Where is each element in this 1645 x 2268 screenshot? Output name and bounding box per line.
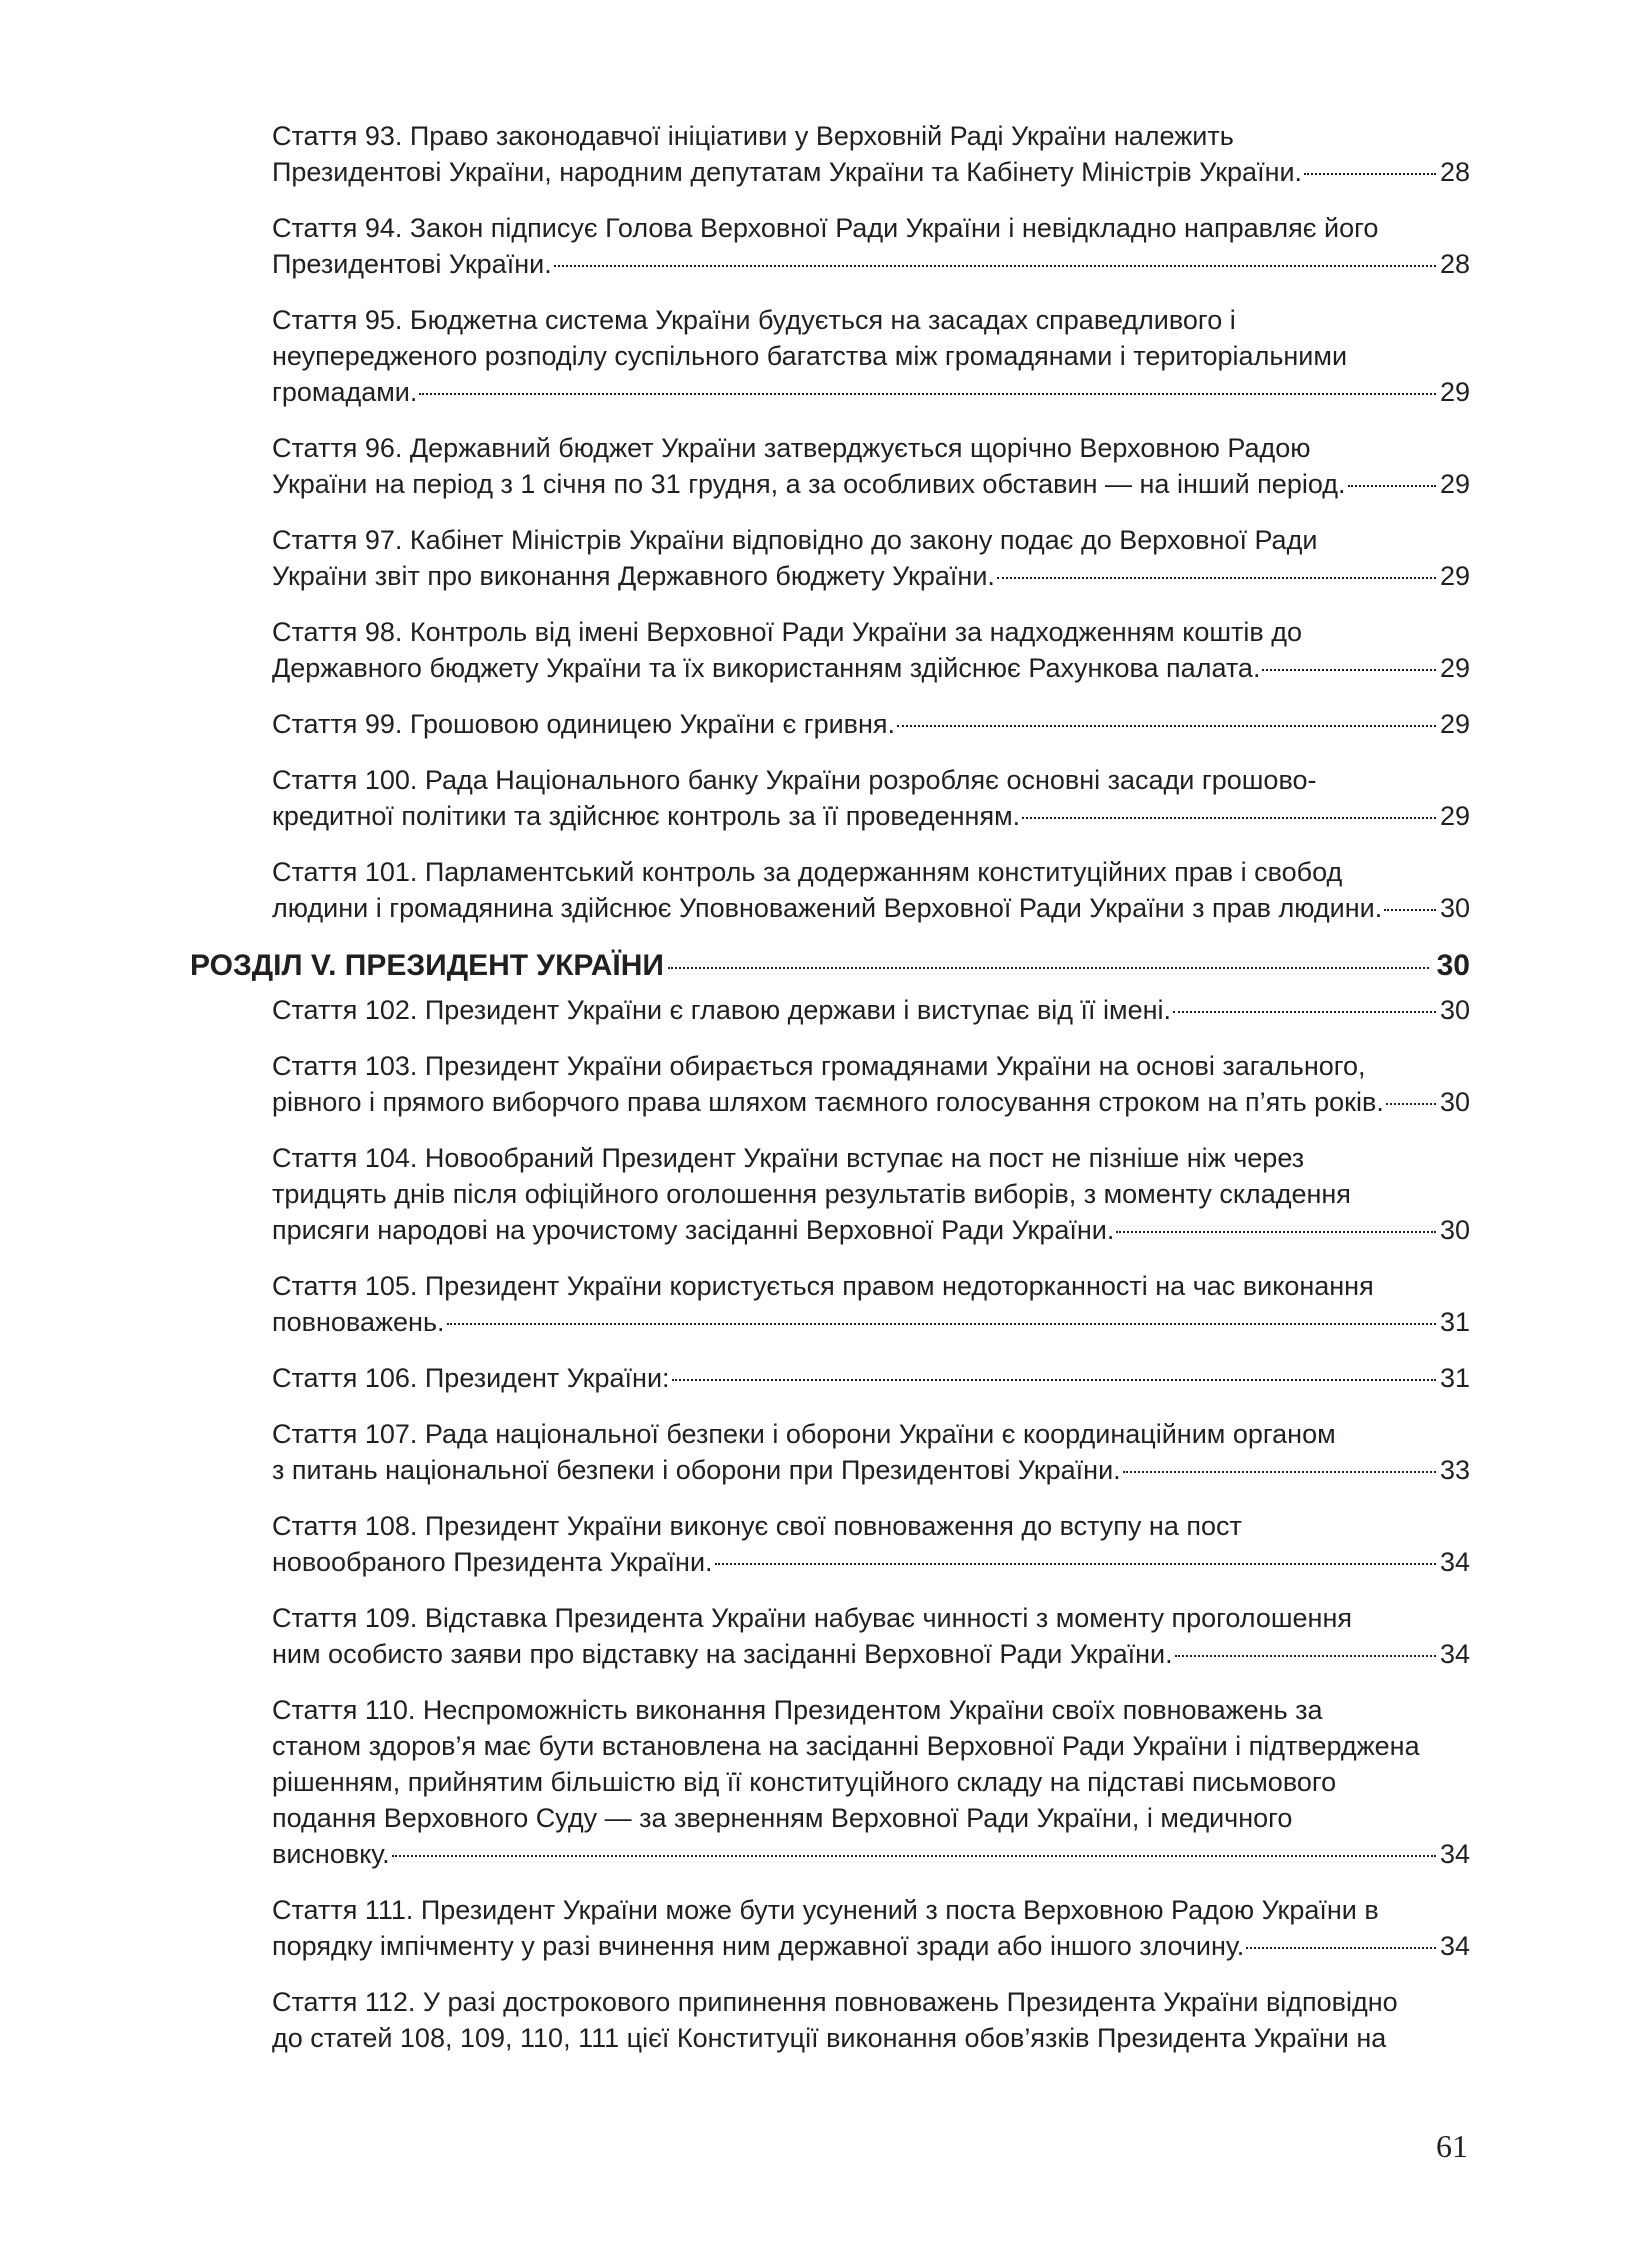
toc-entry-page-number: 29: [1439, 801, 1470, 831]
dot-leader: [1116, 1231, 1436, 1233]
dot-leader: [392, 1855, 1436, 1857]
toc-entry[interactable]: [272, 992, 1470, 1028]
toc-entry[interactable]: [272, 522, 1470, 594]
toc-entry-text: Стаття 93. Право законодавчої ініціативи у Верховній Раді України належить: [272, 121, 1234, 151]
toc-entry-text: Стаття 103. Президент України обирається громадянами України на основі загального,: [272, 1051, 1366, 1081]
toc-entry-page-number: 31: [1439, 1363, 1470, 1393]
toc-entry-page-number: 29: [1439, 653, 1470, 683]
toc-entry-last-line: [272, 992, 1470, 1028]
toc-entry-last-line: [272, 1544, 1470, 1580]
toc-entry-last-line: [272, 1360, 1470, 1396]
toc-entry-page-number: 30: [1439, 1087, 1470, 1117]
toc-entry[interactable]: [272, 1048, 1470, 1120]
dot-leader: [668, 967, 1429, 969]
dot-leader: [447, 1323, 1436, 1325]
dot-leader: [1304, 173, 1436, 175]
toc-entry-text: Стаття 95. Бюджетна система України будується на засадах справедливого і неупередженого розподілу суспільного багатства між громадянами і територіальними: [272, 305, 1348, 371]
toc-entry-text-end: Президентові України, народним депутатам України та Кабінету Міністрів України.: [272, 157, 1303, 187]
toc-entry-page-number: 34: [1439, 1547, 1470, 1577]
toc-entry-page-number: 30: [1439, 893, 1470, 923]
toc-entry[interactable]: [272, 1140, 1470, 1248]
toc-entry-page-number: 30: [1439, 995, 1470, 1025]
toc-entry[interactable]: [272, 1268, 1470, 1340]
toc-entry-text-end: Президентові України.: [272, 249, 552, 279]
dot-leader: [997, 577, 1436, 579]
toc-entry[interactable]: [272, 1600, 1470, 1672]
dot-leader: [1022, 817, 1436, 819]
dot-leader: [1386, 1103, 1436, 1105]
toc-entry-text: Стаття 105. Президент України користується правом недоторканності на час виконання: [272, 1271, 1374, 1301]
toc-list-bottom: [0, 992, 1645, 2056]
toc-entry-last-line: [272, 558, 1470, 594]
toc-entry-last-line: [272, 1636, 1470, 1672]
toc-entry-page-number: 30: [1439, 1215, 1470, 1245]
page-number: 61: [1436, 2128, 1468, 2164]
dot-leader: [715, 1563, 1436, 1565]
toc-entry-text-end: повноважень.: [272, 1307, 445, 1337]
toc-entry[interactable]: [272, 1508, 1470, 1580]
toc-entry-last-line: [272, 1304, 1470, 1340]
toc-entry-page-number: 29: [1439, 561, 1470, 591]
toc-entry-last-line: [272, 798, 1470, 834]
toc-entry-page-number: 33: [1439, 1455, 1470, 1485]
dot-leader: [1348, 485, 1436, 487]
toc-entry-last-line: [272, 1212, 1470, 1248]
dot-leader: [554, 265, 1436, 267]
toc-entry-text-end: присяги народові на урочистому засіданні Верховної Ради України.: [272, 1215, 1115, 1245]
toc-entry-page-number: 29: [1439, 469, 1470, 499]
toc-entry-text-end: Стаття 99. Грошовою одиницею України є гривня.: [272, 709, 896, 739]
toc-entry-last-line: [272, 1836, 1470, 1872]
toc-entry-text: Стаття 111. Президент України може бути усунений з поста Верховною Радою України в: [272, 1895, 1379, 1925]
toc-list-top: [0, 118, 1645, 926]
toc-entry-last-line: [272, 890, 1470, 926]
toc-entry-text-end: рівного і прямого виборчого права шляхом таємного голосування строком на п’ять років.: [272, 1087, 1384, 1117]
toc-entry-last-line: [272, 246, 1470, 282]
toc-entry-text: Стаття 107. Рада національної безпеки і оборони України є координаційним органом: [272, 1419, 1336, 1449]
toc-entry[interactable]: [272, 1892, 1470, 1964]
toc-entry-text: Стаття 97. Кабінет Міністрів України відповідно до закону подає до Верховної Ради: [272, 525, 1318, 555]
toc-entry-page-number: 34: [1439, 1639, 1470, 1669]
dot-leader: [1384, 909, 1436, 911]
dot-leader: [1173, 1011, 1436, 1013]
table-of-contents: [0, 118, 1645, 2076]
section-page-number: 30: [1436, 949, 1470, 982]
toc-entry-page-number: 34: [1439, 1839, 1470, 1869]
toc-entry[interactable]: [272, 302, 1470, 410]
toc-entry-last-line: [272, 374, 1470, 410]
toc-entry-last-line: [272, 650, 1470, 686]
toc-entry[interactable]: [272, 210, 1470, 282]
toc-entry-text-end: з питань національної безпеки і оборони при Президентові України.: [272, 1455, 1121, 1485]
toc-entry-page-number: 34: [1439, 1931, 1470, 1961]
toc-entry-text: Стаття 110. Неспроможність виконання Президентом України своїх повноважень за станом здоров’я має бути встановлена на засіданні Верховної Ради України і підтверджена рішенням, прийнятим більшістю від її конституційного складу на підставі письмового подання Верховного Суду — за зверненням Верховної Ради України, і медичного: [272, 1695, 1420, 1833]
dot-leader: [1175, 1655, 1436, 1657]
toc-entry[interactable]: [272, 854, 1470, 926]
toc-entry-text: Стаття 104. Новообраний Президент України вступає на пост не пізніше ніж через тридцять днів після офіційного оголошення результатів виборів, з моменту складення: [272, 1143, 1351, 1209]
toc-entry-last-line: [272, 154, 1470, 190]
dot-leader: [419, 393, 1436, 395]
toc-entry-text: Стаття 96. Державний бюджет України затверджується щорічно Верховною Радою: [272, 433, 1311, 463]
toc-section-heading[interactable]: [190, 946, 1470, 986]
toc-entry-text-end: України звіт про виконання Державного бюджету України.: [272, 561, 995, 591]
toc-entry-text-end: людини і громадянина здійснює Уповноважений Верховної Ради України з прав людини.: [272, 893, 1383, 923]
toc-entry-text-end: кредитної політики та здійснює контроль за її проведенням.: [272, 801, 1021, 831]
toc-entry-text: Стаття 108. Президент України виконує свої повноваження до вступу на пост: [272, 1511, 1242, 1541]
toc-entry[interactable]: [272, 1984, 1470, 2056]
toc-entry[interactable]: [272, 1692, 1470, 1872]
toc-entry-last-line: [272, 1084, 1470, 1120]
dot-leader: [897, 725, 1436, 727]
toc-entry[interactable]: [272, 762, 1470, 834]
toc-entry-page-number: 28: [1439, 249, 1470, 279]
toc-entry-text-end: Стаття 106. Президент України:: [272, 1363, 670, 1393]
toc-entry-page-number: 28: [1439, 157, 1470, 187]
toc-entry-page-number: 29: [1439, 709, 1470, 739]
toc-entry-text-end: громадами.: [272, 377, 418, 407]
dot-leader: [1123, 1471, 1436, 1473]
dot-leader: [1246, 1947, 1436, 1949]
dot-leader: [672, 1379, 1436, 1381]
toc-entry-text: Стаття 94. Закон підписує Голова Верховної Ради України і невідкладно направляє його: [272, 213, 1379, 243]
toc-entry-text-end: новообраного Президента України.: [272, 1547, 713, 1577]
toc-entry-page-number: 29: [1439, 377, 1470, 407]
toc-entry-last-line: [272, 466, 1470, 502]
toc-entry[interactable]: [272, 706, 1470, 742]
toc-entry-last-line: [272, 706, 1470, 742]
toc-entry-text-end: висновку.: [272, 1839, 390, 1869]
toc-entry[interactable]: [272, 118, 1470, 190]
toc-entry[interactable]: [272, 1416, 1470, 1488]
toc-entry-last-line: [272, 1452, 1470, 1488]
toc-entry-text-end: порядку імпічменту у разі вчинення ним державної зради або іншого злочину.: [272, 1931, 1245, 1961]
toc-entry-text: Стаття 112. У разі дострокового припинення повноважень Президента України відповідно до статей 108, 109, 110, 111 цієї Конституції виконання обов’язків Президента України на: [272, 1987, 1398, 2053]
toc-entry-text-end: ним особисто заяви про відставку на засіданні Верховної Ради України.: [272, 1639, 1173, 1669]
toc-entry-text: Стаття 98. Контроль від імені Верховної Ради України за надходженням коштів до: [272, 617, 1303, 647]
toc-entry-text: Стаття 100. Рада Національного банку України розробляє основні засади грошово-: [272, 765, 1317, 795]
toc-entry-text-end: Стаття 102. Президент України є главою держави і виступає від її імені.: [272, 995, 1172, 1025]
toc-entry-text-end: України на період з 1 січня по 31 грудня, а за особливих обставин — на інший період.: [272, 469, 1346, 499]
toc-entry-text-end: Державного бюджету України та їх використанням здійснює Рахункова палата.: [272, 653, 1261, 683]
section-title: РОЗДІЛ V. ПРЕЗИДЕНТ УКРАЇНИ: [190, 949, 664, 982]
toc-entry[interactable]: [272, 614, 1470, 686]
toc-entry[interactable]: [272, 430, 1470, 502]
toc-entry-last-line: [272, 1928, 1470, 1964]
toc-entry[interactable]: [272, 1360, 1470, 1396]
toc-entry-text: Стаття 109. Відставка Президента України набуває чинності з моменту проголошення: [272, 1603, 1352, 1633]
toc-entry-page-number: 31: [1439, 1307, 1470, 1337]
dot-leader: [1262, 669, 1436, 671]
toc-entry-text: Стаття 101. Парламентський контроль за додержанням конституційних прав і свобод: [272, 857, 1343, 887]
